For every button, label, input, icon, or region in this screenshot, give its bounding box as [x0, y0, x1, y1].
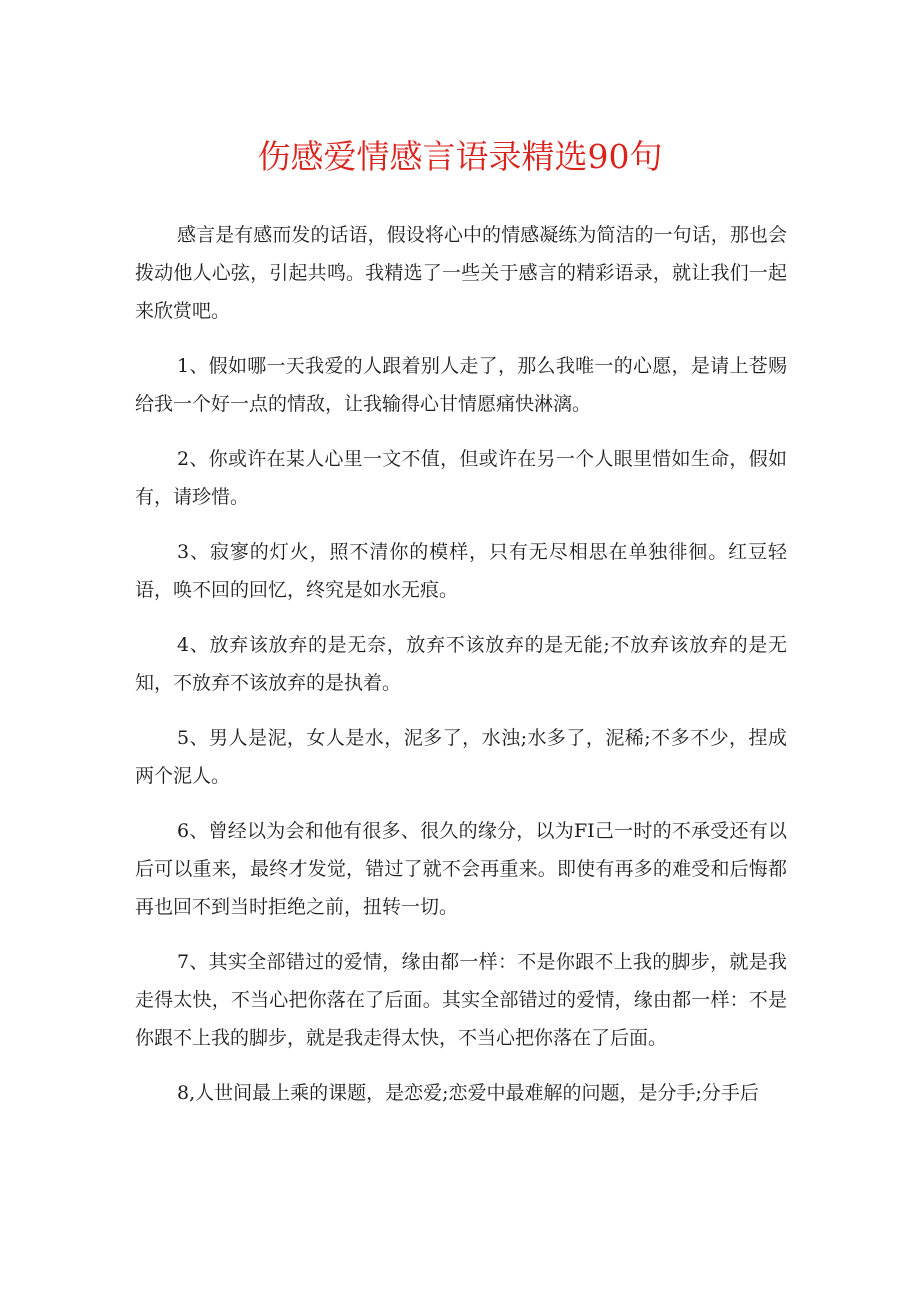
document-title: 伤感爱情感言语录精选90句 [257, 137, 663, 176]
quote-item-2: 2、你或许在某人心里一文不值，但或许在另一个人眼里惜如生命，假如有，请珍惜。 [135, 448, 787, 508]
quote-item-6: 6、曾经以为会和他有很多、很久的缘分，以为FI己一时的不承受还有以后可以重来，最终才发觉，错过了就不会再重来。即使有再多的难受和后悔都再也回不到当时拒绝之前，扭转一切。 [135, 820, 787, 918]
quote-item-5: 5、男人是泥，女人是水，泥多了，水浊;水多了，泥稀;不多不少，捏成两个泥人。 [135, 727, 787, 787]
quote-item-8: 8,人世间最上乘的课题，是恋爱;恋爱中最难解的问题，是分手;分手后 [177, 1082, 759, 1104]
quote-item-4: 4、放弃该放弃的是无奈，放弃不该放弃的是无能;不放弃该放弃的是无知，不放弃不该放弃的是执着。 [135, 634, 787, 694]
intro-paragraph: 感言是有感而发的话语，假设将心中的情感凝练为简洁的一句话，那也会拨动他人心弦，引起共鸣。我精选了一些关于感言的精彩语录，就让我们一起来欣赏吧。 [135, 224, 787, 322]
quote-item-7: 7、其实全部错过的爱情，缘由都一样：不是你跟不上我的脚步，就是我走得太快，不当心把你落在了后面。其实全部错过的爱情，缘由都一样：不是你跟不上我的脚步，就是我走得太快，不当心把你落在了后面。 [135, 951, 787, 1049]
quote-item-3: 3、寂寥的灯火，照不清你的模样，只有无尽相思在单独徘徊。红豆轻语，唤不回的回忆，终究是如水无痕。 [135, 541, 787, 601]
document-body [135, 216, 787, 1129]
quote-item-1: 1、假如哪一天我爱的人跟着别人走了，那么我唯一的心愿，是请上苍赐给我一个好一点的情敌，让我输得心甘情愿痛快淋漓。 [135, 355, 787, 415]
